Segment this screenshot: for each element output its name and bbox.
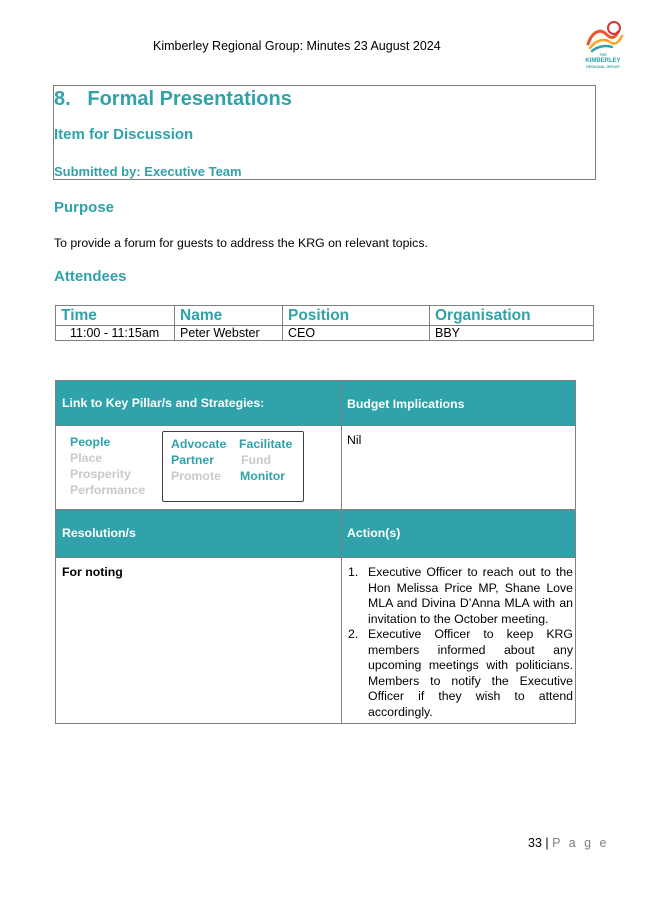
submitted-by: Submitted by: Executive Team xyxy=(54,164,242,179)
details-table xyxy=(55,380,576,724)
actions-column xyxy=(342,381,575,723)
purpose-text: To provide a forum for guests to address the KRG on relevant topics. xyxy=(54,236,428,250)
section-title-text: Formal Presentations xyxy=(87,88,292,110)
page-label: P a g e xyxy=(552,836,610,850)
purpose-heading: Purpose xyxy=(54,199,115,216)
attendees-heading: Attendees xyxy=(54,268,127,285)
budget-value: Nil xyxy=(347,433,362,447)
item-type: Item for Discussion xyxy=(54,126,194,143)
attendee-name: Peter Webster xyxy=(175,326,283,341)
attendee-position: CEO xyxy=(283,326,430,341)
budget-header: Budget Implications xyxy=(347,397,465,411)
list-item xyxy=(348,565,573,627)
document-header: Kimberley Regional Group: Minutes 23 August 2024 xyxy=(153,39,441,53)
section-title xyxy=(54,88,292,111)
attendee-time: 11:00 - 11:15am xyxy=(56,326,175,341)
strategy-fund: Fund xyxy=(241,453,272,467)
strategy-facilitate: Facilitate xyxy=(239,437,293,451)
pillar-performance: Performance xyxy=(70,483,146,497)
list-item xyxy=(348,627,573,720)
logo-line-2: REGIONAL GROUP xyxy=(586,65,620,69)
page-number-value: 33 xyxy=(528,836,542,850)
column-header-organisation: Organisation xyxy=(430,306,594,326)
logo-line-1: KIMBERLEY xyxy=(585,58,621,64)
logo-prefix: THE xyxy=(599,53,607,57)
strategy-advocate: Advocate xyxy=(171,437,227,451)
strategy-partner: Partner xyxy=(171,453,215,467)
actions-list xyxy=(348,565,573,720)
attendees-header-row xyxy=(56,306,594,326)
pillar-place: Place xyxy=(70,451,103,465)
logo-wordmark xyxy=(578,52,628,70)
action-text: Executive Officer to keep KRG members informed about any upcoming meetings with politicians. Members to notify the Executive Officer if they wish to attend accordingly. xyxy=(368,627,573,719)
pillar-people: People xyxy=(70,435,111,449)
pillar-prosperity: Prosperity xyxy=(70,467,131,481)
action-number: 2. xyxy=(348,627,359,641)
column-header-position: Position xyxy=(283,306,430,326)
column-divider xyxy=(341,381,342,723)
column-header-time: Time xyxy=(56,306,175,326)
column-header-name: Name xyxy=(175,306,283,326)
section-number: 8. xyxy=(54,88,71,110)
attendees-table xyxy=(55,305,594,341)
strategies-box xyxy=(162,431,304,502)
page-separator: | xyxy=(545,836,549,850)
pillars-header-cell xyxy=(56,381,341,425)
table-row xyxy=(56,326,594,341)
strategy-monitor: Monitor xyxy=(240,469,286,483)
strategy-promote: Promote xyxy=(171,469,221,483)
actions-header: Action(s) xyxy=(347,526,401,540)
action-text: Executive Officer to reach out to the Hon Melissa Price MP, Shane Love MLA and Divina D’Anna MLA with an invitation to the October meeting. xyxy=(368,565,573,626)
pillars-header: Link to Key Pillar/s and Strategies: xyxy=(62,396,265,410)
resolution-header: Resolution/s xyxy=(62,526,136,540)
attendee-organisation: BBY xyxy=(430,326,594,341)
action-number: 1. xyxy=(348,565,359,579)
resolution-header-cell xyxy=(56,510,341,557)
page-number xyxy=(528,836,609,850)
resolution-value: For noting xyxy=(62,565,123,579)
